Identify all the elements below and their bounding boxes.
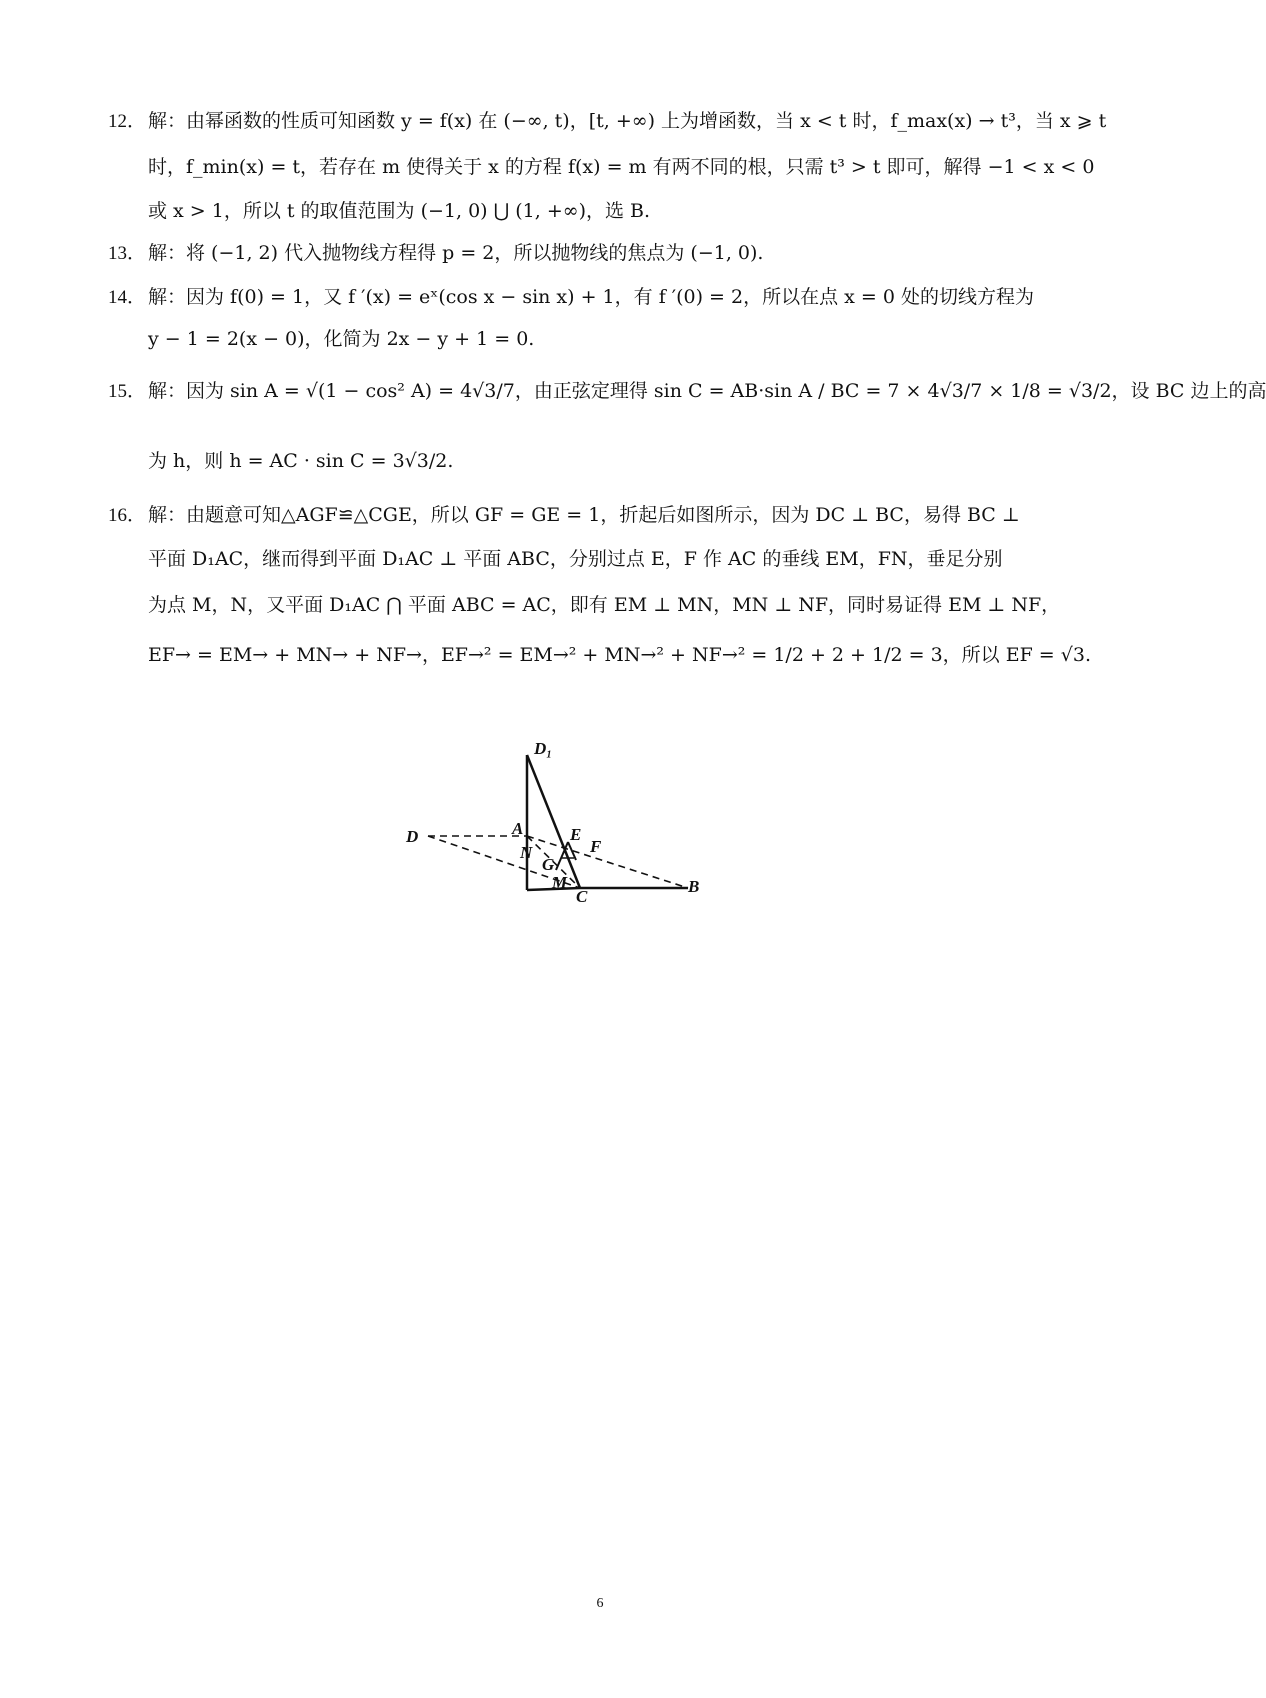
item-12-text-2: 时，f_min(x) = t，若存在 m 使得关于 x 的方程 f(x) = m 有两不同的根，只需 t³ > t 即可，解得 −1 < x < 0	[148, 156, 1095, 178]
item-16-line-2	[148, 544, 1003, 574]
item-number: 12．	[108, 111, 147, 132]
item-16-line-4	[148, 640, 1091, 670]
item-15-text-1: 解：因为 sin A = √(1 − cos² A) = 4√3/7，由正弦定理得 sin C = AB·sin A / BC = 7 × 4√3/7 × 1/8 = √3/2，设 BC 边上的高	[148, 380, 1266, 402]
item-12-text-1: 解：由幂函数的性质可知函数 y = f(x) 在 (−∞, t)，[t, +∞) 上为增函数，当 x < t 时，f_max(x) → t³，当 x ⩾ t	[148, 110, 1107, 132]
page-number: 6	[596, 1596, 604, 1611]
item-16-line-1	[108, 500, 1020, 531]
item-15-line-2	[148, 446, 453, 476]
item-15-text-2: 为 h，则 h = AC · sin C = 3√3/2.	[148, 450, 454, 472]
item-16-text-3: 为点 M，N，又平面 D₁AC ⋂ 平面 ABC = AC，即有 EM ⊥ MN，MN ⊥ NF，同时易证得 EM ⊥ NF，	[148, 594, 1061, 616]
label-d1: D₁	[534, 739, 553, 758]
item-16-line-3	[148, 590, 1060, 620]
label-g: G	[542, 855, 555, 874]
item-13-line-1	[108, 238, 763, 269]
label-n: N	[520, 843, 533, 862]
label-m: M	[552, 873, 568, 892]
item-14-line-1	[108, 282, 1034, 313]
label-b: B	[688, 877, 700, 896]
item-14-text-2: y − 1 = 2(x − 0)，化简为 2x − y + 1 = 0.	[148, 328, 535, 350]
item-number: 16．	[108, 505, 147, 526]
item-12-line-1	[108, 106, 1106, 137]
item-16-text-1: 解：由题意可知△AGF≌△CGE，所以 GF = GE = 1，折起后如图所示，因为 DC ⊥ BC，易得 BC ⊥	[148, 504, 1020, 526]
item-12-text-3: 或 x > 1，所以 t 的取值范围为 (−1, 0) ⋃ (1, +∞)，选 B.	[148, 200, 651, 222]
item-14-line-2	[148, 324, 534, 354]
label-a: A	[512, 819, 524, 838]
label-d: D	[406, 827, 419, 846]
item-number: 15．	[108, 381, 147, 402]
item-12-line-3	[148, 196, 650, 226]
item-number: 14．	[108, 287, 147, 308]
item-number: 13．	[108, 243, 147, 264]
geometry-figure	[406, 739, 780, 980]
label-c: C	[576, 887, 588, 906]
item-16-text-2: 平面 D₁AC，继而得到平面 D₁AC ⊥ 平面 ABC，分别过点 E，F 作 AC 的垂线 EM，FN，垂足分别	[148, 548, 1003, 570]
label-e: E	[570, 825, 582, 844]
item-12-line-2	[148, 152, 1094, 182]
item-15-line-1	[108, 376, 1266, 407]
label-f: F	[590, 837, 602, 856]
item-14-text-1: 解：因为 f(0) = 1，又 f ′(x) = eˣ(cos x − sin x) + 1，有 f ′(0) = 2，所以在点 x = 0 处的切线方程为	[148, 286, 1034, 308]
item-13-text-1: 解：将 (−1, 2) 代入抛物线方程得 p = 2，所以抛物线的焦点为 (−1, 0).	[148, 242, 764, 264]
item-16-text-4: EF→ = EM→ + MN→ + NF→，EF→² = EM→² + MN→² + NF→² = 1/2 + 2 + 1/2 = 3，所以 EF = √3.	[148, 644, 1092, 666]
